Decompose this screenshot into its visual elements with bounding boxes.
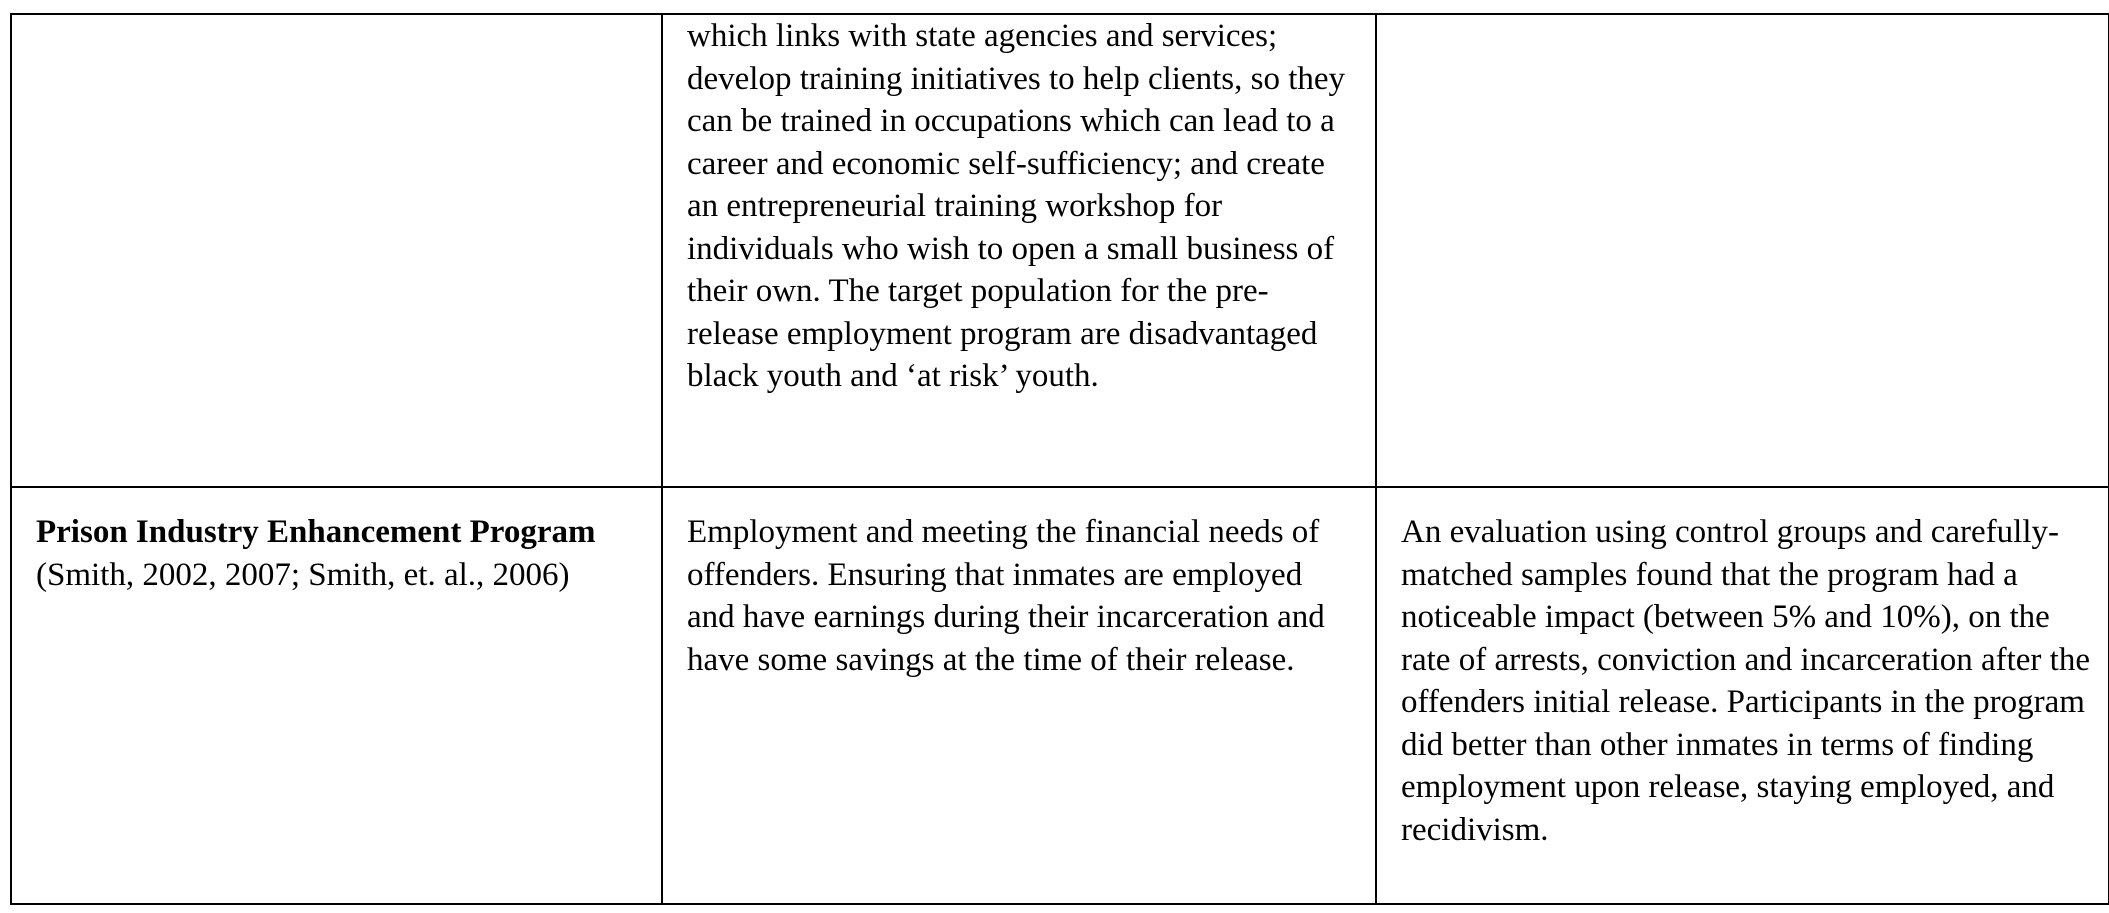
program-table bbox=[10, 13, 2109, 905]
program-cell bbox=[11, 487, 662, 904]
table-row bbox=[11, 14, 2109, 487]
findings-cell bbox=[1376, 14, 2109, 487]
program-name: Prison Industry Enhancement Program bbox=[36, 514, 596, 550]
table-row bbox=[11, 487, 2109, 904]
focus-cell bbox=[662, 487, 1376, 904]
focus-text: which links with state agencies and services; develop training initiatives to help clients, so they can be trained in occupations which can lead to a career and economic self-sufficiency; and create an entrepreneurial training workshop for individuals who wish to open a small business of their own. The target population for the pre-release employment program are disadvantaged black youth and ‘at risk’ youth. bbox=[687, 18, 1346, 394]
findings-text: An evaluation using control groups and carefully-matched samples found that the program had a noticeable impact (between 5% and 10%), on the rate of arrests, conviction and incarceration after the offenders initial release. Participants in the program did better than other inmates in terms of finding employment upon release, staying employed, and recidivism. bbox=[1401, 514, 2090, 848]
focus-cell bbox=[662, 14, 1376, 487]
program-cell bbox=[11, 14, 662, 487]
focus-text: Employment and meeting the financial needs of offenders. Ensuring that inmates are employed and have earnings during their incarceration and have some savings at the time of their release. bbox=[687, 514, 1325, 678]
findings-cell bbox=[1376, 487, 2109, 904]
program-citation: (Smith, 2002, 2007; Smith, et. al., 2006) bbox=[36, 556, 570, 593]
